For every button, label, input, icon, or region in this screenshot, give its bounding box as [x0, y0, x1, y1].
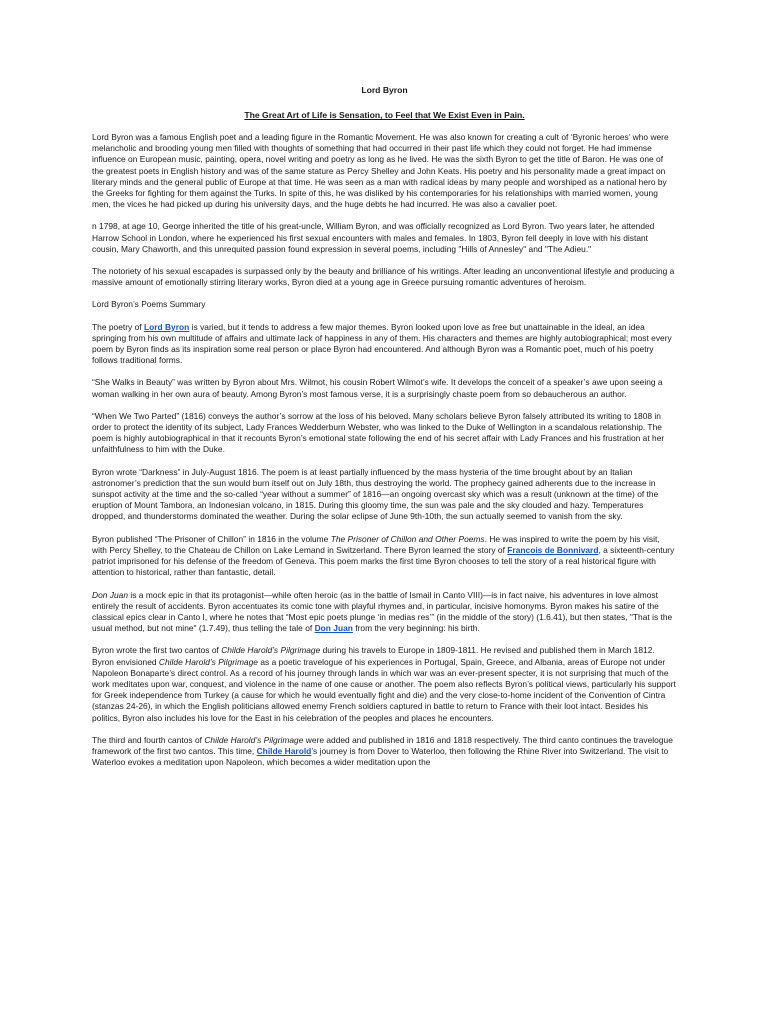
paragraph-darkness: Byron wrote “Darkness” in July-August 1816. The poem is at least partially influenced by the mass hysteria of the time brought about by an Italian astronomer’s prediction that the sun would burn itself out on July 18th, thus destroying the world. The prophecy gained adherents due to the increase in sunspot activity at the time and the so-called “year without a summer” of 1816—an ongoing overcast sky which was a result (unknown at the time) of the eruption of Mount Tambora, an Indonesian volcano, in 1815. During this gloomy time, the sun was pale and the sky clouded and hazy. Temperatures dropped, and thunderstorms dominated the weather. During the solar eclipse of June 9th-10th, the sun actually seemed to vanish from the sky.	[92, 466, 659, 522]
section-heading: Lord Byron’s Poems Summary	[92, 299, 206, 310]
paragraph-childe-harold-1	[92, 645, 677, 723]
text-run: during his travels to Europe in 1809-1811. He revised and published them in March 1812. Byron envisioned	[92, 645, 655, 667]
text-run: , a sixteenth-century patriot imprisoned for his defense of the freedom of Geneva. This poem marks the first time Byron chooses to tell the story of a real historical figure with attention to historical, rather than fantastic, detail.	[92, 544, 675, 578]
book-title: Childe Harold’s Pilgrimage	[204, 734, 304, 745]
link-francois-de-bonnivard[interactable]: Francois de Bonnivard	[507, 544, 599, 555]
book-title: Childe Harold’s Pilgrimage	[158, 656, 258, 667]
paragraph-early-life: n 1798, at age 10, George inherited the title of his great-uncle, William Byron, and was officially recognized as Lord Byron. Two years later, he attended Harrow School in London, where he experienced his first sexual encounters with males and females. In 1803, Byron fell deeply in love with his distant cousin, Mary Chaworth, and this unrequited passion found expression in several poems, including "Hills of Annesley" and "The Adieu."	[92, 221, 655, 254]
text-run: Byron published “The Prisoner of Chillon” in 1816 in the volume	[92, 533, 331, 544]
text-run: . He was inspired to write the poem by his visit, with Percy Shelley, to the Chateau de Chillon on Lake Lemand in Switzerland. There Byron learned the story of	[92, 533, 660, 555]
paragraph-prisoner-of-chillon	[92, 534, 677, 579]
text-run: is varied, but it tends to address a few major themes. Byron looked upon love as free but unattainable in the ideal, an idea springing from his own multitude of affairs and ultimate lack of happiness in any of them. His characters and themes are highly autobiographical; most every poem by Byron finds as its inspiration some real person or place Byron had encountered. And although Byron was a Romantic poet, much of his poetry follows traditional forms.	[92, 321, 672, 366]
paragraph-don-juan	[92, 590, 677, 635]
paragraph-poetry-themes	[92, 322, 677, 367]
paragraph-she-walks: “She Walks in Beauty” was written by Byron about Mrs. Wilmot, his cousin Robert Wilmot’s wife. It develops the conceit of a speaker’s awe upon seeing a woman walking in her own aura of beauty. Among Byron’s most famous verse, it is a surprisingly chaste poem from so debaucherous an author.	[92, 377, 663, 399]
paragraph-intro: Lord Byron was a famous English poet and a leading figure in the Romantic Movement. He was also known for creating a cult of ‘Byronic heroes’ who were melancholic and brooding young men filled with thoughts of something that had occurred in their past life which they could not forget. He had immense influence on European music, painting, opera, novel writing and poetry as long as he lived. He was the sixth Byron to get the title of Baron. He was one of the greatest poets in English history and was of the same stature as Percy Shelley and John Keats. His poetry and his personality made a great impact on literary minds and the general public of Europe at that time. He was seen as a man with radical ideas by many people and worshiped as a national hero by the Greeks for fighting for them against the Turks. In spite of this, he was disliked by his contemporaries for his relationships with married women, young men, the vices he had picked up during his university days, and the huge debts he had incurred. He was also a cavalier poet.	[92, 132, 669, 210]
text-run: Byron wrote the first two cantos of	[92, 645, 222, 656]
paragraph-when-we-two-parted: “When We Two Parted” (1816) conveys the author’s sorrow at the loss of his beloved. Many scholars believe Byron falsely attributed its writing to 1808 in order to protect the identity of its subject, Lady Frances Wedderburn Webster, who was linked to the Duke of Wellington in a scandalous relationship. The poem is highly autobiographical in that it recounts Byron’s emotional state following the end of his secret affair with Lady Frances and his frustration at her unfaithfulness to him with the Duke.	[92, 410, 665, 455]
text-run: as a poetic travelogue of his experiences in Portugal, Spain, Greece, and Albania, areas of Europe not under Napoleon Bonaparte’s direct control. As a record of his journey through lands in which war was an ever-present specter, it is not surprising that much of the work meditates upon war, conquest, and violence in the name of one cause or another. The poem also reflects Byron’s political views, particularly his support for Greek independence from Turkey (a cause for which he would eventually fight and die) and the very close-to-home incident of the Convention of Cintra (stanzas 24-26), in which the English politicians allowed enemy French soldiers captured in battle to return to France with their loot intact. Besides his politics, Byron also includes his love for the East in his celebration of the peoples and places he encounters.	[92, 656, 676, 723]
paragraph-childe-harold-2	[92, 735, 677, 769]
text-run: The third and fourth cantos of	[92, 734, 205, 745]
paragraph-notoriety: The notoriety of his sexual escapades is surpassed only by the beauty and brilliance of his writings. After leading an unconventional lifestyle and producing a massive amount of emotionally stirring literary works, Byron died at a young age in Greece pursuing romantic adventures of heroism.	[92, 266, 675, 288]
text-run: is a mock epic in that its protagonist—while often heroic (as in the battle of Ismail in Canto VIII)—is in fact naive, his adventures in love almost entirely the result of accidents. Byron accentuates its comic tone with playful rhymes and, in particular, incisive homonyms. Byron makes his satire of the classical epics clear in Canto I, where he notes that “Most epic poets plunge ‘in medias res’” (in the middle of the story) (1.6.41), but then states, "That is the usual method, but not mine" (1.7.49), thus telling the tale of	[92, 589, 673, 634]
book-title: The Prisoner of Chillon and Other Poems	[330, 533, 485, 544]
text-run: ’s journey is from Dover to Waterloo, then following the Rhine River into Switzerland. The visit to Waterloo evokes a meditation upon Napoleon, which becomes a wider meditation upon the	[92, 745, 669, 768]
link-don-juan[interactable]: Don Juan	[314, 623, 353, 634]
book-title: Childe Harold’s Pilgrimage	[221, 645, 321, 656]
text-run: were added and published in 1816 and 1818 respectively. The third canto continues the travelogue framework of the first two cantos. This time,	[92, 734, 673, 756]
book-title: Don Juan	[92, 589, 129, 600]
document-title: Lord Byron	[361, 85, 408, 95]
document-subtitle: The Great Art of Life is Sensation, to Feel that We Exist Even in Pain.	[244, 110, 525, 120]
text-run: from the very beginning: his birth.	[352, 623, 480, 634]
link-childe-harold[interactable]: Childe Harold	[256, 745, 312, 756]
text-run: The poetry of	[92, 321, 144, 332]
link-lord-byron[interactable]: Lord Byron	[143, 321, 190, 332]
